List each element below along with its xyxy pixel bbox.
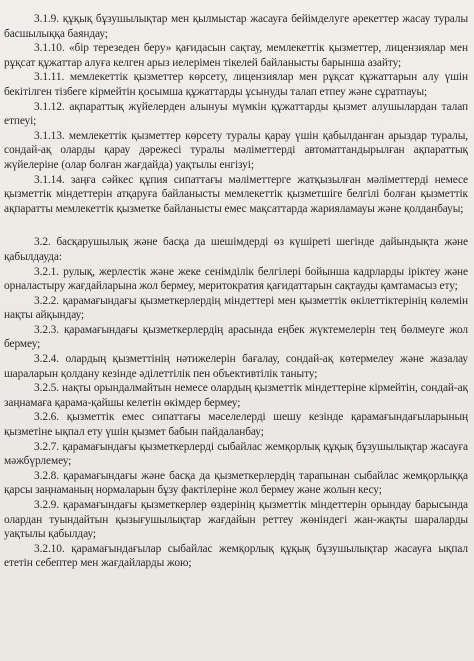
clause-text: қарамағындағылар сыбайлас жемқорлық құқық бұзушылықтар жасауға ықпал ететін себептер мен жағдайларды жою;: [4, 542, 468, 570]
clause-text: нақты орындалмайтын немесе олардың қызметтік міндеттеріне кірмейтін, сондай-ақ заңнамаға қарама-қайшы келетін өкімдер бермеу;: [4, 382, 468, 409]
clause-3-2-8: [4, 469, 468, 498]
clause-number: 3.2.: [34, 236, 51, 249]
clause-text: заңға сәйкес құпия сипаттағы мәліметтерге жатқызылған мәліметтерді немесе қызметтік міндеттерін атқаруға байланысты мемлекеттік қызметшіге белгілі болған қызметтік ақпаратты мемлекеттік қызметке байланысты емес мақсаттарда жарияламауы және қолданбауы;: [4, 173, 469, 215]
clause-3-1-13: [4, 129, 468, 173]
clause-3-2-7: [4, 440, 468, 469]
clause-number: 3.2.1.: [34, 265, 60, 278]
clause-number: 3.2.4.: [34, 353, 60, 366]
clause-text: қарамағындағы қызметкерлер өздерінің қызметтік міндеттерін орындау барысында олардан туындайтын қызығушылықтар жағдайын реттеу жөніндегі жан-жақты шараларды уақтылы қабылдау;: [4, 499, 468, 541]
clause-text: мемлекеттік қызметтер көрсету туралы қарау үшін қабылданған арыздар туралы, сондай-ақ оларды қарау дәрежесі туралы мәліметтерді автоматтандырылған ақпараттық жүйелеріне (олар болған жағдайда) уақтылы енгізуі;: [4, 129, 468, 171]
clause-3-2: [4, 235, 468, 264]
clause-3-2-10: [4, 542, 468, 571]
clause-number: 3.2.9.: [34, 499, 60, 511]
clause-number: 3.1.9.: [34, 13, 60, 25]
clause-3-2-1: [4, 265, 468, 294]
clause-number: 3.1.12.: [34, 100, 65, 113]
clause-text: қарамағындағы қызметкерлердің арасында еңбек жүктемелерін тең бөлмеуге жол бермеу;: [4, 323, 469, 351]
clause-number: 3.2.6.: [34, 411, 60, 424]
clause-text: қарамағындағы және басқа да қызметкерлердің тарапынан сыбайлас жемқорлыққа қарсы заңнаманың нормаларын бұзу фактілеріне жол бермеу және жолын кесу;: [4, 469, 468, 497]
clause-text: мемлекеттік қызметтер көрсету, лицензиялар мен рұқсат құжаттарын алу үшін бекітілген тізбеге кірмейтін қосымша құжаттарды ұсынуды талап етпеу және сұратпауы;: [4, 71, 468, 98]
clause-text: «бір терезеден беру» қағидасын сақтау, мемлекеттік қызметтер, лицензиялар мен рұқсат құжаттар алуға келген арыз иелерімен тікелей байланысты барынша азайту;: [4, 42, 468, 69]
clause-3-2-6: [4, 410, 468, 439]
clause-text: қызметтік емес сипаттағы мәселелерді шешу кезінде қарамағындағыларының қызметіне ықпал ету үшін қызмет бабын пайдаланбау;: [4, 411, 469, 439]
clause-3-2-5: [4, 381, 468, 410]
document-body: [4, 12, 468, 571]
clause-number: 3.2.2.: [34, 294, 60, 307]
clause-text: олардың қызметтінің нәтижелерін бағалау, сондай-ақ көтермелеу және жазалау шараларын қолдану кезінде әділеттілік пен объективтілік таныту;: [4, 353, 468, 380]
clause-text: құқық бұзушылықтар мен қылмыстар жасауға бейімделуге әрекеттер жасау туралы басшылыққа баяндау;: [4, 13, 468, 40]
clause-3-1-9: [4, 12, 468, 41]
clause-3-1-10: [4, 41, 468, 70]
clause-number: 3.2.7.: [34, 440, 60, 453]
clause-text: қарамағындағы қызметкерлердің міндеттері мен қызметтік өкілеттіктерінің көлемін нақты айқындау;: [4, 294, 469, 322]
clause-number: 3.2.8.: [34, 469, 60, 482]
clause-3-2-3: [4, 323, 468, 352]
clause-number: 3.2.5.: [34, 382, 60, 395]
section-spacer: [4, 216, 468, 235]
clause-text: қарамағындағы қызметкерлерді сыбайлас жемқорлық құқық бұзушылықтар жасауға мәжбүрлемеу;: [4, 440, 468, 468]
clause-number: 3.1.11.: [34, 71, 65, 84]
clause-number: 3.1.13.: [34, 129, 65, 142]
clause-text: басқарушылық және басқа да шешімдерді өз күшіреті шегінде дайындықта және қабылдауда:: [4, 236, 469, 263]
clause-number: 3.2.3.: [34, 323, 60, 336]
clause-number: 3.1.14.: [34, 173, 65, 186]
clause-text: рулық, жерлестік және жеке сенімділік белгілері бойынша кадрларды іріктеу және орналастыру жағдайларына жол бермеу, меритократия қағидаттарын сақтауды қамтамасыз ету;: [4, 265, 468, 293]
clause-number: 3.2.10.: [34, 542, 65, 555]
clause-3-1-14: [4, 173, 468, 217]
clause-3-1-12: [4, 100, 468, 129]
clause-text: ақпараттық жүйелерден алынуы мүмкін құжаттарды қызмет алушылардан талап етпеуі;: [4, 100, 468, 128]
clause-number: 3.1.10.: [34, 42, 65, 55]
clause-3-2-9: [4, 498, 468, 542]
clause-3-2-2: [4, 294, 468, 323]
clause-3-1-11: [4, 70, 468, 99]
clause-3-2-4: [4, 352, 468, 381]
